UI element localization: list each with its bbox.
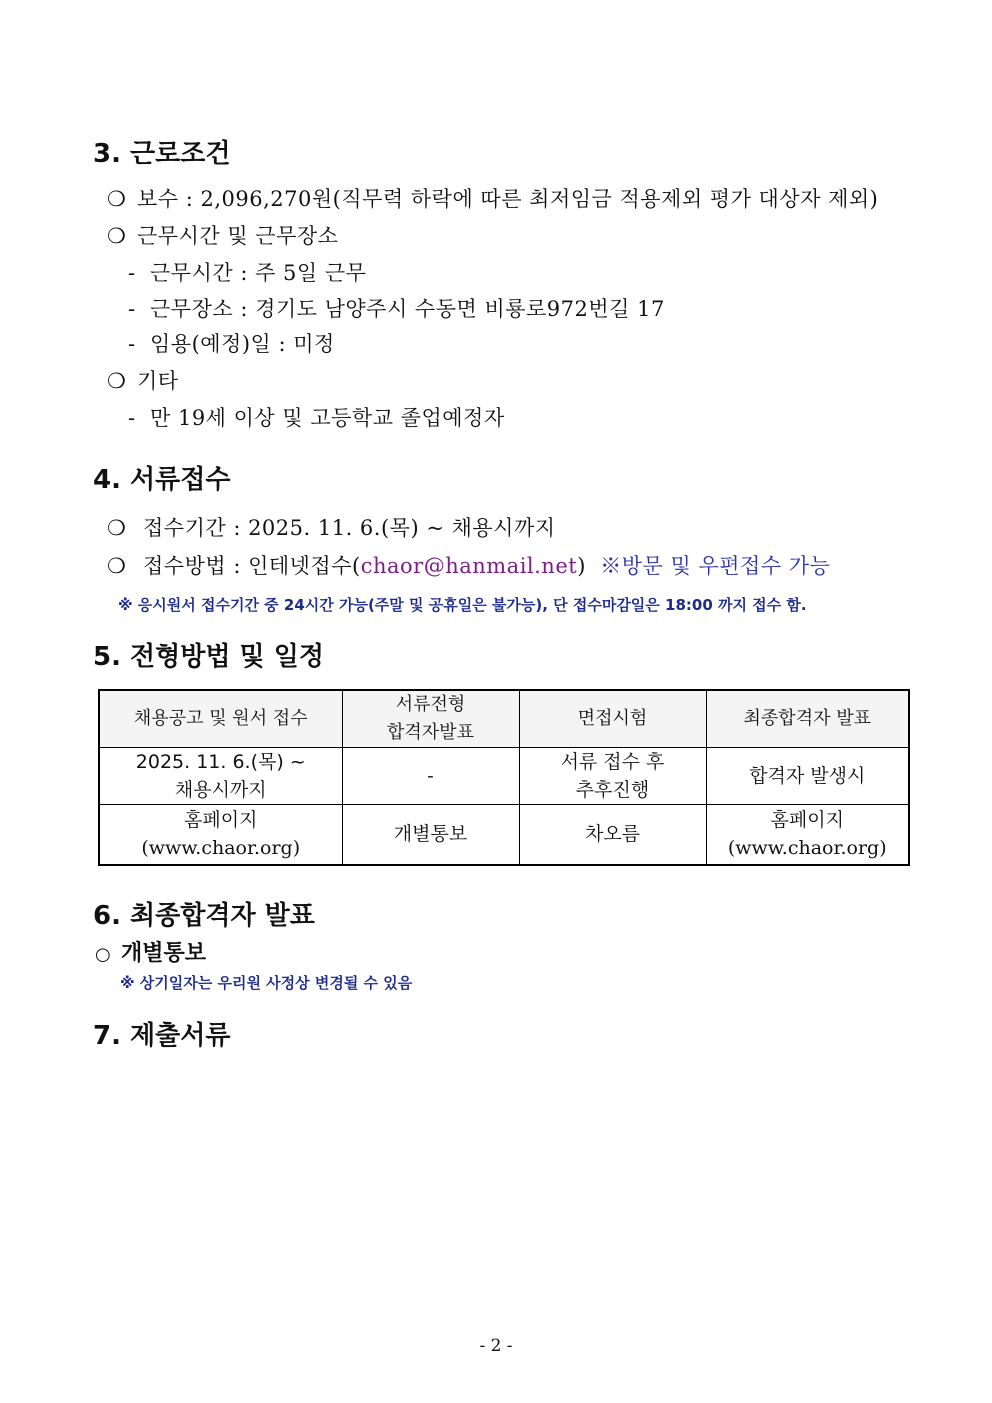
schedule-change-note: ※ 상기일자는 우리원 사정상 변경될 수 있음 <box>120 974 413 992</box>
header-cell-doc-result: 서류전형 합격자발표 <box>342 690 519 748</box>
page-number: - 2 - <box>479 1336 513 1356</box>
table-row <box>99 805 909 865</box>
schedule-table <box>98 689 910 866</box>
method-suffix: ) <box>577 554 586 578</box>
table-cell: - <box>342 748 519 805</box>
pay-item <box>107 185 878 213</box>
dash-icon: - <box>128 261 136 285</box>
small-circle-bullet-icon: ○ <box>95 944 111 965</box>
place-text: 근무장소 : 경기도 남양주시 수동면 비룡로972번길 17 <box>150 297 665 321</box>
circle-bullet-icon: ❍ <box>107 224 127 248</box>
section-7-title: 7. 제출서류 <box>93 1021 231 1051</box>
start-text: 임용(예정)일 : 미정 <box>150 332 335 356</box>
table-cell: 차오름 <box>519 805 706 865</box>
hours-item <box>128 259 366 287</box>
application-note: ※ 응시원서 접수기간 중 24시간 가능(주말 및 공휴일은 불가능), 단 접수마감일은 18:00 까지 접수 함. <box>118 596 807 614</box>
method-prefix: 접수방법 : 인테넷접수( <box>143 554 361 578</box>
circle-bullet-icon: ❍ <box>107 516 127 540</box>
table-cell: 2025. 11. 6.(목) ~ 채용시까지 <box>99 748 342 805</box>
header-cell-interview: 면접시험 <box>519 690 706 748</box>
method-extra: ※방문 및 우편접수 가능 <box>600 554 831 578</box>
place-item <box>128 295 665 323</box>
start-item <box>128 330 335 358</box>
table-header-row <box>99 690 909 748</box>
period-text: 접수기간 : 2025. 11. 6.(목) ~ 채용시까지 <box>143 516 556 540</box>
pay-text: 보수 : 2,096,270원(직무력 하락에 따른 최저임금 적용제외 평가 대상자 제외) <box>137 187 879 211</box>
section-4-title: 4. 서류접수 <box>93 465 231 495</box>
table-cell: 합격자 발생시 <box>706 748 909 805</box>
table-cell: 개별통보 <box>342 805 519 865</box>
individual-notice-item <box>95 940 206 969</box>
table-cell: 홈페이지 (www.chaor.org) <box>99 805 342 865</box>
etc-detail-text: 만 19세 이상 및 고등학교 졸업예정자 <box>150 406 505 430</box>
table-cell: 홈페이지 (www.chaor.org) <box>706 805 909 865</box>
header-cell-final: 최종합격자 발표 <box>706 690 909 748</box>
etc-detail-item <box>128 404 505 432</box>
table-cell: 서류 접수 후 추후진행 <box>519 748 706 805</box>
section-5-title: 5. 전형방법 및 일정 <box>93 642 324 672</box>
etc-text: 기타 <box>137 369 179 393</box>
dash-icon: - <box>128 332 136 356</box>
dash-icon: - <box>128 297 136 321</box>
section-3-title: 3. 근로조건 <box>93 139 231 169</box>
hours-text: 근무시간 : 주 5일 근무 <box>150 261 367 285</box>
header-cell-announce: 채용공고 및 원서 접수 <box>99 690 342 748</box>
circle-bullet-icon: ❍ <box>107 554 127 578</box>
table-row <box>99 748 909 805</box>
work-item <box>107 222 338 250</box>
method-item <box>107 552 830 580</box>
work-text: 근무시간 및 근무장소 <box>137 224 339 248</box>
circle-bullet-icon: ❍ <box>107 369 127 393</box>
email-link[interactable]: chaor@hanmail.net <box>360 554 578 578</box>
circle-bullet-icon: ❍ <box>107 187 127 211</box>
individual-notice-text: 개별통보 <box>121 941 207 966</box>
dash-icon: - <box>128 406 136 430</box>
etc-item <box>107 367 179 395</box>
period-item <box>107 514 556 542</box>
section-6-title: 6. 최종합격자 발표 <box>93 901 315 931</box>
